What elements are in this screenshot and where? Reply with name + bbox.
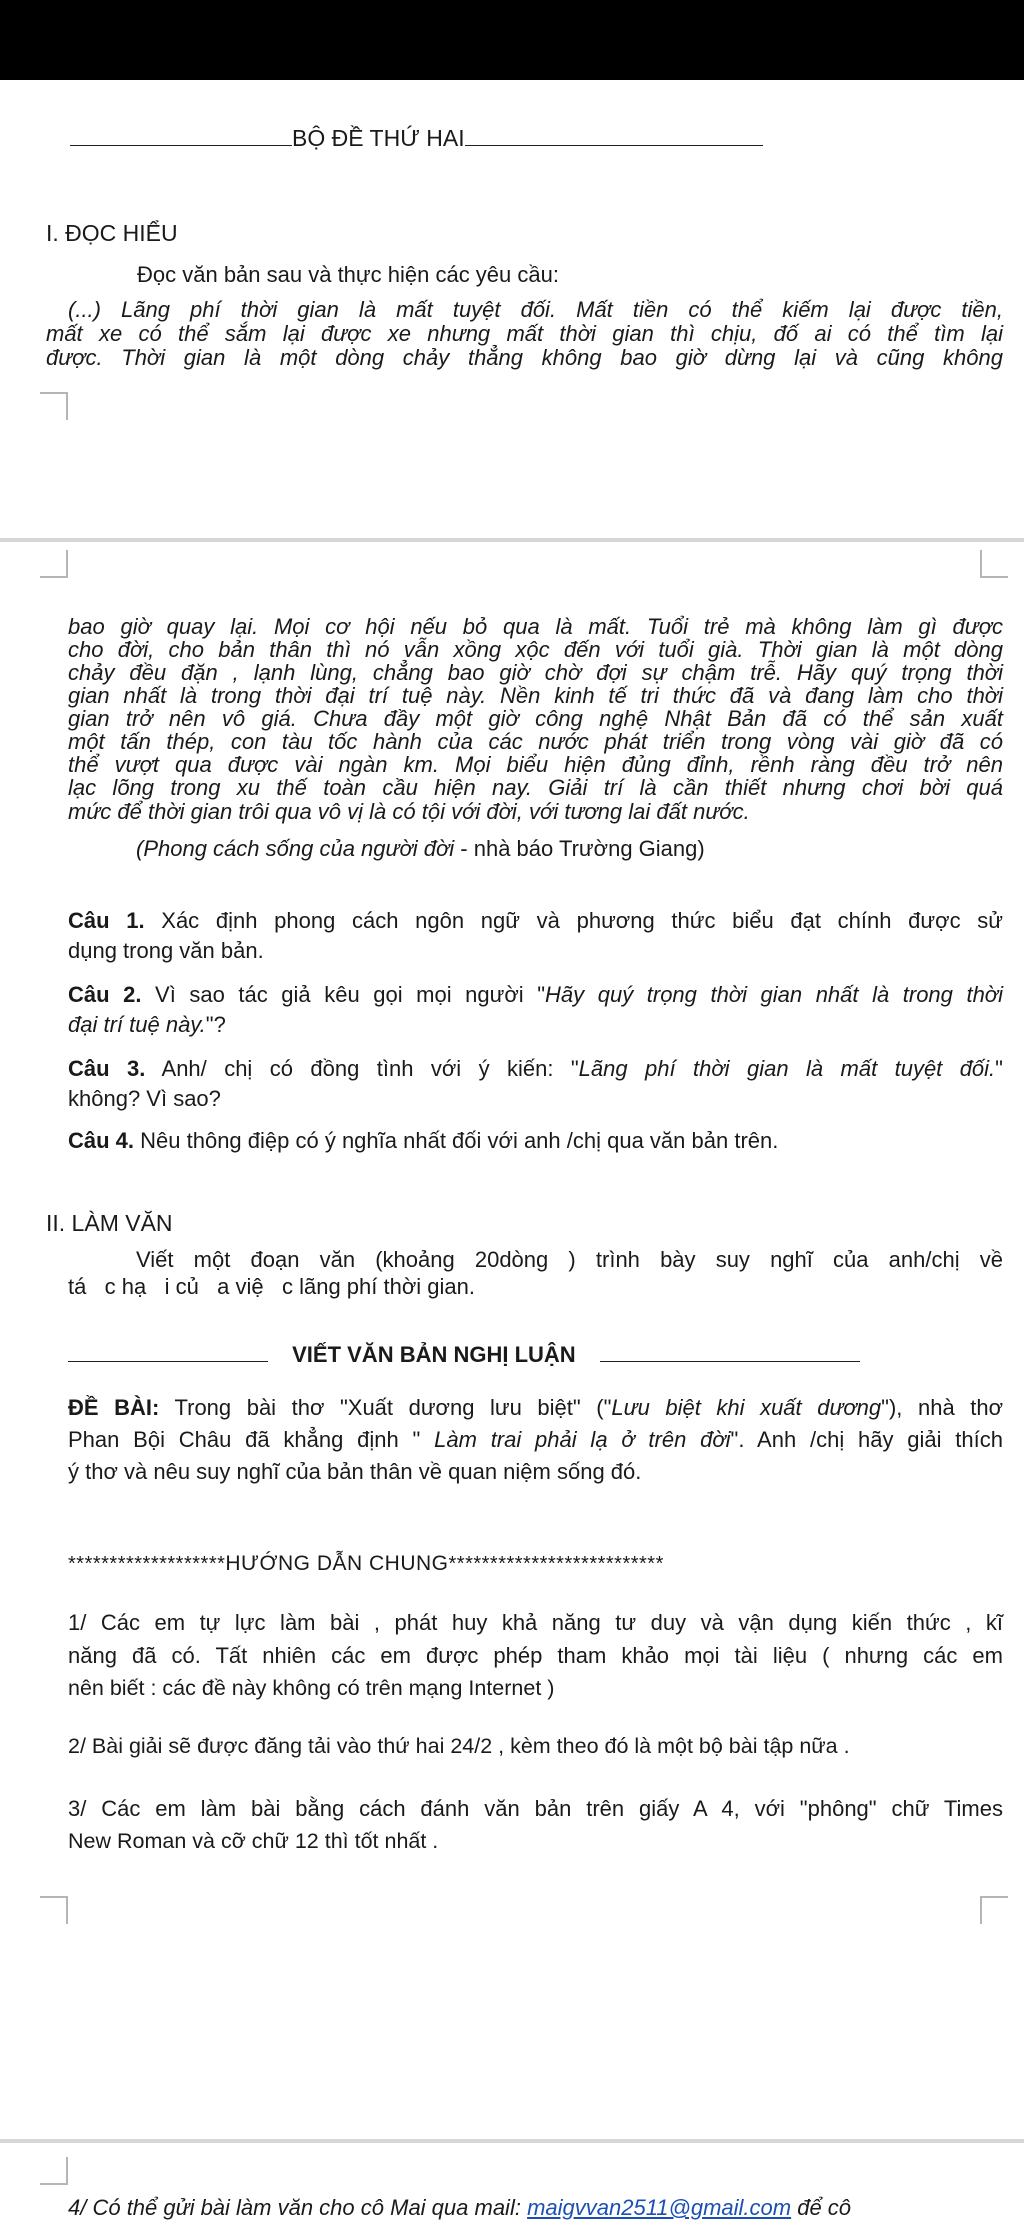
header-line-left — [70, 145, 292, 146]
passage-line: chảy đều đặn , lạnh lùng, chẳng bao giờ chờ đợi sự chậm trễ. Hãy quý trọng thời — [68, 660, 1003, 685]
passage-line: một tấn thép, con tàu tốc hành của các nước phát triển trong vòng vài giờ đã có — [68, 729, 1003, 754]
header-line-right — [465, 145, 763, 146]
passage-line: lạc lõng trong xu thế toàn cầu hiện nay. Giải trí là cần thiết nhưng chơi bời quá — [68, 775, 1003, 800]
passage-line: bao giờ quay lại. Mọi cơ hội nếu bỏ qua là mất. Tuổi trẻ mà không làm gì được — [68, 614, 1003, 639]
source-title: (Phong cách sống của người đời — [136, 836, 455, 861]
stars-right: ************************** — [448, 1553, 664, 1575]
top-status-bar — [0, 0, 1024, 80]
passage-line: thể vượt qua được vài ngàn km. Mọi biểu hiện đủng đỉnh, rềnh ràng đều trở nên — [68, 752, 1003, 777]
question-2: Câu 2. Vì sao tác giả kêu gọi mọi người "Hãy quý trọng thời gian nhất là trong thời đại trí tuệ này."? — [68, 982, 1003, 1037]
passage-line: (...) Lãng phí thời gian là mất tuyệt đối. Mất tiền có thể kiếm lại được tiền, — [68, 297, 1003, 322]
essay-label: ĐỀ BÀI: — [68, 1395, 160, 1420]
question-label: Câu 1. — [68, 908, 145, 933]
passage-line: cho đời, cho bản thân thì nó vẫn xồng xộc đến với tuổi già. Thời gian là một dòng — [68, 637, 1003, 662]
essay-header — [68, 1342, 860, 1368]
essay-title: VIẾT VĂN BẢN NGHỊ LUẬN — [292, 1342, 576, 1367]
section-heading-writing: II. LÀM VĂN — [46, 1210, 173, 1236]
page-corner-mark — [980, 1896, 1008, 1924]
writing-prompt-line: Viết một đoạn văn (khoảng 20dòng ) trình bày suy nghĩ của anh/chị về — [136, 1247, 1003, 1272]
page-corner-mark — [980, 550, 1008, 578]
passage-line: gian trở nên vô giá. Chưa đầy một giờ công nghệ Nhật Bản đã có thể sản xuất — [68, 706, 1003, 731]
passage-line: mất xe có thể sắm lại được xe nhưng mất thời gian thì chịu, đố ai có thể tìm lại — [46, 321, 1003, 346]
page-corner-mark — [40, 550, 68, 578]
essay-prompt: ĐỀ BÀI: Trong bài thơ "Xuất dương lưu biệt" ("Lưu biệt khi xuất dương"), nhà thơ Phan Bội Châu đã khẳng định " Làm trai phải lạ ở trên đời". Anh /chị hãy giải thích ý thơ và nêu suy nghĩ của bản thân về quan niệm sống đó. — [68, 1395, 1004, 1484]
email-link[interactable]: maigvvan2511@gmail.com — [527, 2195, 792, 2220]
question-3: Câu 3. Anh/ chị có đồng tình với ý kiến: "Lãng phí thời gian là mất tuyệt đối." không? Vì sao? — [68, 1056, 1003, 1111]
question-1: Câu 1. Xác định phong cách ngôn ngữ và phương thức biểu đạt chính được sử dụng trong văn bản. — [68, 908, 1003, 963]
guideline-item-1: 1/ Các em tự lực làm bài , phát huy khả năng tư duy và vận dụng kiến thức , kĩ năng đã có. Tất nhiên các em được phép tham khảo mọi tài liệu ( nhưng các em nên biết : các đề này không có trên mạng Internet ) — [68, 1610, 1003, 1700]
question-label: Câu 4. — [68, 1128, 135, 1153]
guideline-item-4: 4/ Có thể gửi bài làm văn cho cô Mai qua mail: maigvvan2511@gmail.com để cô — [68, 2195, 852, 2220]
essay-line-left — [68, 1361, 268, 1362]
question-label: Câu 2. — [68, 982, 142, 1007]
page-corner-mark — [40, 392, 68, 420]
source-author: - nhà báo Trường Giang) — [454, 836, 705, 861]
passage-line: mức để thời gian trôi qua vô vị là có tội với đời, với tương lai đất nước. — [68, 799, 750, 824]
guideline-item-3: 3/ Các em làm bài bằng cách đánh văn bản trên giấy A 4, với "phông" chữ Times New Roman và cỡ chữ 12 thì tốt nhất . — [68, 1796, 1003, 1853]
passage-source — [136, 836, 705, 862]
stars-left: ******************* — [68, 1553, 226, 1575]
document-page-3 — [0, 2143, 1024, 2219]
writing-prompt-line: tá c hạ i củ a việ c lãng phí thời gian. — [68, 1274, 475, 1299]
section-heading-reading: I. ĐỌC HIỂU — [46, 220, 178, 246]
guideline-item-2: 2/ Bài giải sẽ được đăng tải vào thứ hai 24/2 , kèm theo đó là một bộ bài tập nữa . — [68, 1734, 850, 1758]
passage-line: được. Thời gian là một dòng chảy thẳng không bao giờ dừng lại và cũng không — [46, 345, 1003, 370]
reading-instruction: Đọc văn bản sau và thực hiện các yêu cầu: — [137, 262, 559, 287]
header-title: BỘ ĐỀ THỨ HAI — [292, 125, 465, 151]
question-4: Câu 4. Nêu thông điệp có ý nghĩa nhất đối với anh /chị qua văn bản trên. — [68, 1128, 779, 1153]
document-page-2 — [0, 542, 1024, 2139]
essay-line-right — [600, 1361, 860, 1362]
document-page-1 — [0, 80, 1024, 538]
guidelines-header — [68, 1552, 664, 1576]
passage-line: gian nhất là trong thời đại trí tuệ này. Nền kinh tế tri thức đã và đang làm cho thời — [68, 683, 1003, 708]
page-corner-mark — [40, 1896, 68, 1924]
guidelines-title: HƯỚNG DẪN CHUNG — [225, 1552, 449, 1575]
page-corner-mark — [40, 2157, 68, 2185]
question-label: Câu 3. — [68, 1056, 146, 1081]
document-header — [70, 125, 763, 152]
